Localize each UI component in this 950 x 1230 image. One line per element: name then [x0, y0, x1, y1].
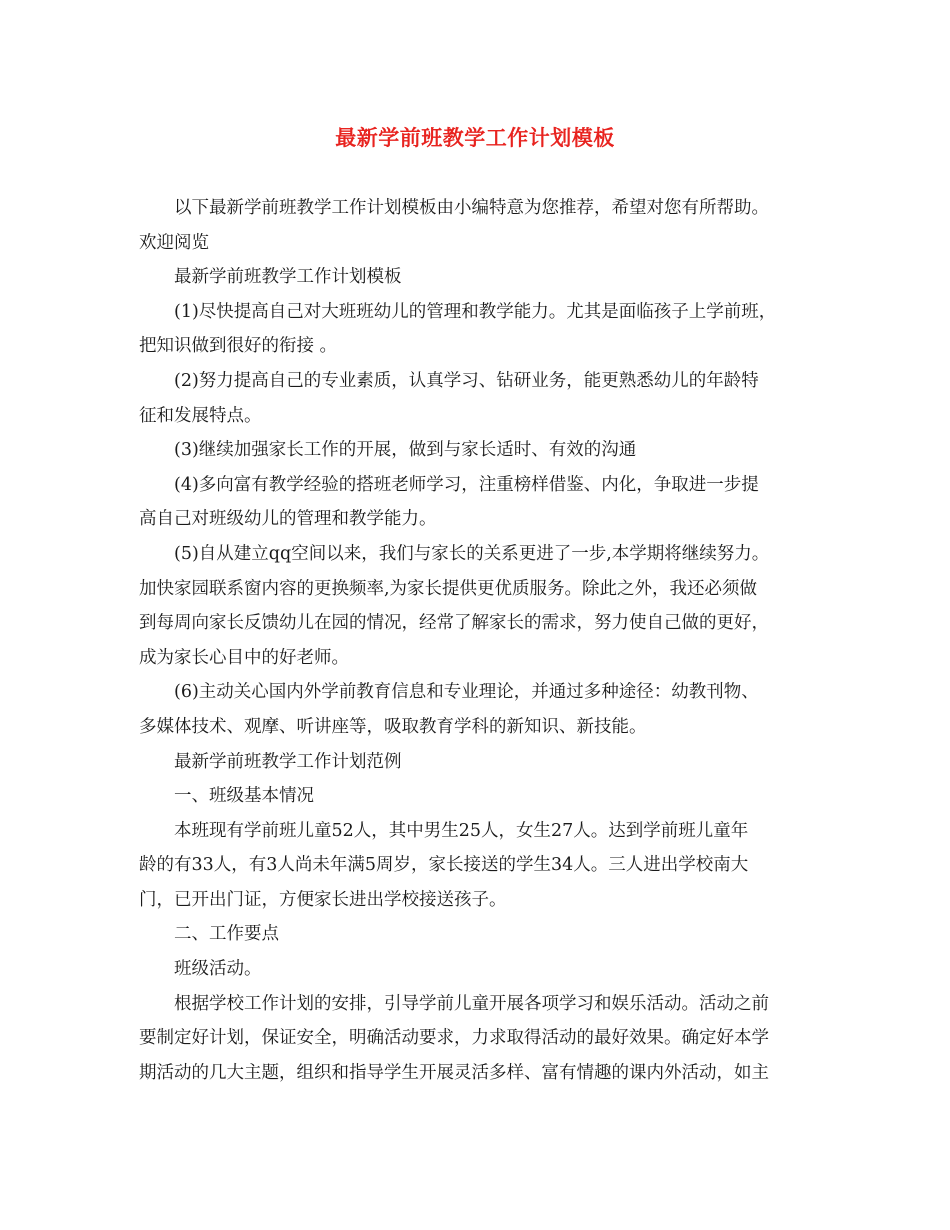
- paragraph-line: 一、班级基本情况: [174, 786, 314, 807]
- paragraph-line: 门，已开出门证，方便家长进出学校接送孩子。: [139, 889, 507, 910]
- paragraph-line: 最新学前班教学工作计划范例: [174, 751, 402, 772]
- paragraph-line: 多媒体技术、观摩、听讲座等，吸取教育学科的新知识、新技能。: [139, 716, 647, 737]
- paragraph-line: (2)努力提高自己的专业素质，认真学习、钻研业务，能更熟悉幼儿的年龄特: [174, 370, 759, 391]
- paragraph-line: 龄的有33人，有3人尚未年满5周岁，家长接送的学生34人。三人进出学校南大: [139, 855, 749, 876]
- paragraph-line: (6)主动关心国内外学前教育信息和专业理论，并通过多种途径：幼教刊物、: [174, 682, 759, 703]
- paragraph-line: 本班现有学前班儿童52人，其中男生25人，女生27人。达到学前班儿童年: [174, 820, 749, 841]
- paragraph-line: 到每周向家长反馈幼儿在园的情况，经常了解家长的需求，努力使自己做的更好，: [139, 613, 769, 634]
- paragraph-line: 班级活动。: [174, 959, 262, 980]
- paragraph-line: 高自己对班级幼儿的管理和教学能力。: [139, 509, 437, 530]
- paragraph-line: 征和发展特点。: [139, 405, 262, 426]
- paragraph-line: (3)继续加强家长工作的开展，做到与家长适时、有效的沟通: [174, 440, 637, 461]
- paragraph-line: 最新学前班教学工作计划模板: [174, 267, 402, 288]
- paragraph-line: 根据学校工作计划的安排，引导学前儿童开展各项学习和娱乐活动。活动之前: [174, 993, 769, 1014]
- paragraph-line: 欢迎阅览: [139, 232, 209, 253]
- paragraph-line: 以下最新学前班教学工作计划模板由小编特意为您推荐，希望对您有所帮助。: [174, 198, 769, 218]
- paragraph-line: 二、工作要点: [174, 924, 279, 945]
- paragraph-line: 成为家长心目中的好老师。: [139, 647, 349, 668]
- paragraph-line: (5)自从建立qq空间以来，我们与家长的关系更进了一步,本学期将继续努力。: [174, 543, 770, 564]
- paragraph-line: (1)尽快提高自己对大班班幼儿的管理和教学能力。尤其是面临孩子上学前班，: [174, 301, 777, 322]
- document-body: [139, 191, 819, 1090]
- paragraph-line: 期活动的几大主题，组织和指导学生开展灵活多样、富有情趣的课内外活动，如主: [139, 1062, 769, 1083]
- paragraph-line: 要制定好计划，保证安全，明确活动要求，力求取得活动的最好效果。确定好本学: [139, 1028, 769, 1049]
- document-title: 最新学前班教学工作计划模板: [335, 125, 615, 150]
- paragraph-line: 把知识做到很好的衔接 。: [139, 336, 338, 357]
- paragraph-line: (4)多向富有教学经验的搭班老师学习，注重榜样借鉴、内化，争取进一步提: [174, 474, 759, 495]
- paragraph-line: 加快家园联系窗内容的更换频率,为家长提供更优质服务。除此之外，我还必须做: [139, 578, 758, 599]
